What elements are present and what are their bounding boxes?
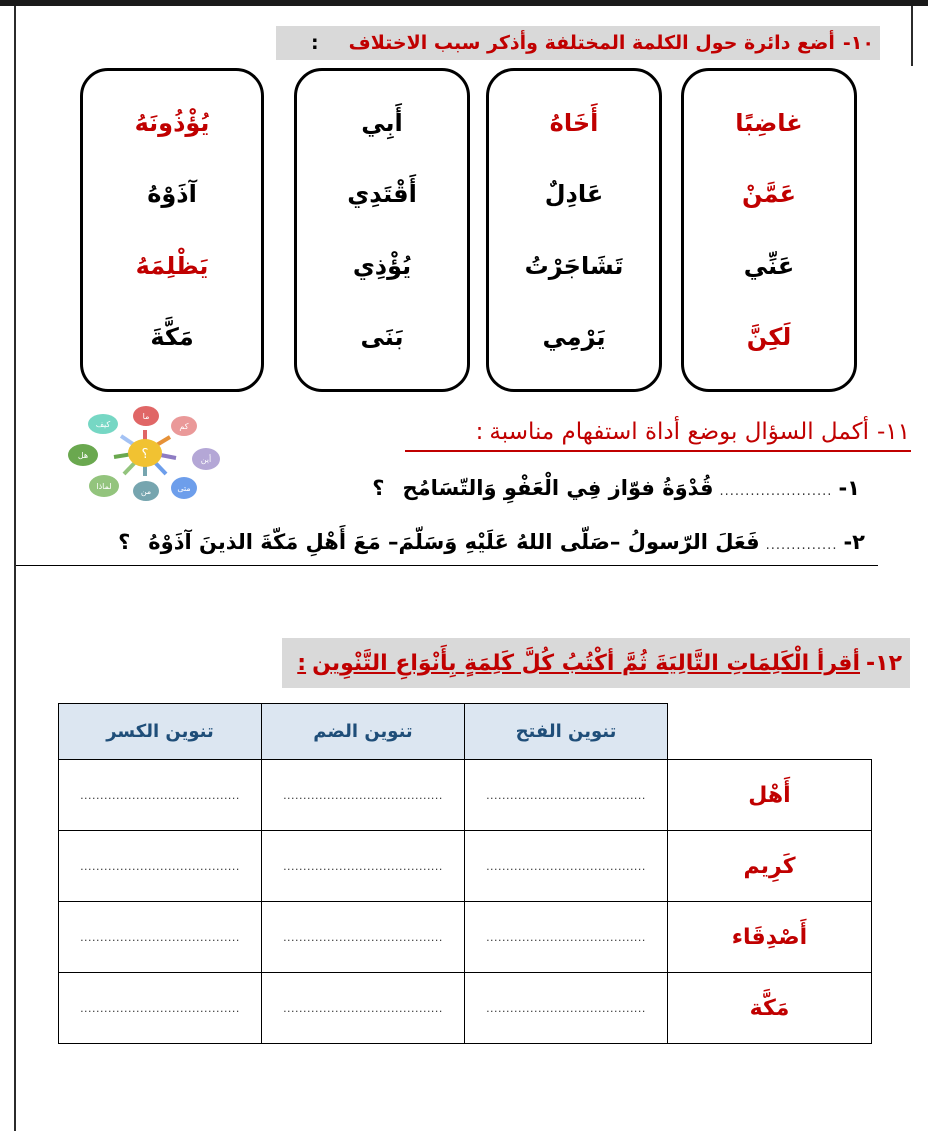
q11-heading bbox=[405, 412, 910, 452]
wheel-label: هل bbox=[77, 451, 89, 460]
word[interactable]: عَمَّنْ bbox=[741, 180, 797, 209]
word-box-1 bbox=[681, 68, 857, 392]
answer-cell[interactable]: ........................................ bbox=[262, 760, 465, 831]
header-damm: تنوين الضم bbox=[262, 704, 465, 760]
word[interactable]: لَكِنَّ bbox=[746, 323, 792, 352]
q11-line-1 bbox=[372, 476, 860, 500]
table-corner bbox=[668, 704, 872, 760]
page-border-right bbox=[911, 6, 913, 66]
word[interactable]: مَكَّةَ bbox=[150, 323, 194, 352]
answer-cell[interactable]: ........................................ bbox=[59, 831, 262, 902]
header-fath: تنوين الفتح bbox=[465, 704, 668, 760]
word-cell: أَهْل bbox=[668, 760, 872, 831]
answer-cell[interactable]: ........................................ bbox=[465, 831, 668, 902]
q12-number: ١٢- bbox=[866, 650, 902, 676]
answer-cell[interactable]: ........................................ bbox=[59, 973, 262, 1044]
word[interactable]: غاضِبًا bbox=[735, 108, 803, 137]
tanween-table bbox=[58, 703, 872, 1044]
word[interactable]: أَبِي bbox=[361, 108, 403, 137]
word[interactable]: أَخَاهُ bbox=[549, 108, 599, 137]
table-header-row bbox=[59, 704, 872, 760]
q11-colon: : bbox=[475, 419, 484, 445]
word-box-2 bbox=[486, 68, 662, 392]
word-box-3 bbox=[294, 68, 470, 392]
q10-text: أضع دائرة حول الكلمة المختلفة وأذكر سبب الاختلاف bbox=[348, 32, 835, 54]
wheel-label: ما bbox=[142, 412, 150, 421]
q11-line-1-text: قُدْوَةُ فوّاز فِي الْعَفْوِ وَالتّسَامُح bbox=[402, 476, 714, 500]
q12-text: أقرأ الْكَلِمَاتِ التَّالِيَةَ ثُمَّ أكْتُبُ كُلَّ كَلِمَةٍ بِأَنْوَاعِ التَّنْوِين bbox=[312, 650, 860, 676]
header-kasr: تنوين الكسر bbox=[59, 704, 262, 760]
wheel-label: متى bbox=[177, 484, 191, 493]
answer-cell[interactable]: ........................................ bbox=[262, 902, 465, 973]
q11-line-1-number: ١- bbox=[838, 476, 860, 500]
table-row bbox=[59, 973, 872, 1044]
q11-number: ١١- bbox=[876, 419, 910, 445]
word[interactable]: عَادِلٌ bbox=[544, 180, 604, 209]
word-box-4 bbox=[80, 68, 264, 392]
word[interactable]: يُؤْذِي bbox=[352, 251, 412, 280]
answer-cell[interactable]: ........................................ bbox=[59, 760, 262, 831]
word[interactable]: يُؤْذُونَهُ bbox=[134, 108, 210, 137]
wheel-label: من bbox=[140, 487, 152, 496]
page-border-left bbox=[14, 6, 16, 1131]
word[interactable]: يَرْمِي bbox=[542, 323, 606, 352]
question-words-wheel-icon bbox=[66, 402, 224, 502]
answer-cell[interactable]: ........................................ bbox=[262, 831, 465, 902]
wheel-label: لماذا bbox=[96, 482, 112, 491]
wheel-label: كم bbox=[179, 422, 189, 431]
answer-cell[interactable]: ........................................ bbox=[262, 973, 465, 1044]
answer-cell[interactable]: ........................................ bbox=[59, 902, 262, 973]
table-row bbox=[59, 902, 872, 973]
answer-blank[interactable]: ...................... bbox=[719, 484, 833, 499]
q11-line-2-text: فَعَلَ الرّسولُ –صَلّى اللهُ عَلَيْهِ وَسَلّمَ– مَعَ أَهْلِ مَكّةَ الذينَ آذَوْهُ bbox=[148, 530, 760, 554]
answer-blank[interactable]: .............. bbox=[765, 538, 838, 553]
wheel-center-label: ؟ bbox=[141, 447, 149, 462]
q10-number: ١٠- bbox=[842, 32, 874, 54]
answer-cell[interactable]: ........................................ bbox=[465, 902, 668, 973]
separator-line bbox=[16, 565, 878, 566]
q10-heading bbox=[276, 26, 880, 60]
word[interactable]: يَظْلِمَهُ bbox=[135, 251, 209, 280]
word[interactable]: آذَوْهُ bbox=[147, 180, 197, 209]
wheel-label: أين bbox=[200, 455, 212, 464]
q11-underline bbox=[405, 450, 911, 452]
word-cell: كَرِيم bbox=[668, 831, 872, 902]
q12-colon: : bbox=[297, 650, 307, 676]
wheel-label: كيف bbox=[95, 420, 111, 429]
table-row bbox=[59, 760, 872, 831]
word[interactable]: أَقْتَدِي bbox=[347, 180, 417, 209]
top-bar bbox=[0, 0, 928, 6]
word-cell: مَكَّة bbox=[668, 973, 872, 1044]
word-cell: أَصْدِقَاء bbox=[668, 902, 872, 973]
q10-colon: : bbox=[311, 32, 319, 54]
q11-line-2 bbox=[118, 530, 865, 554]
word[interactable]: تَشَاجَرْتُ bbox=[524, 251, 624, 280]
word[interactable]: بَنَى bbox=[360, 323, 404, 352]
q11-text: أكمل السؤال بوضع أداة استفهام مناسبة bbox=[489, 419, 869, 445]
table-row bbox=[59, 831, 872, 902]
word[interactable]: عَنِّي bbox=[743, 251, 795, 280]
question-mark: ؟ bbox=[118, 530, 131, 554]
q12-heading bbox=[282, 638, 910, 688]
question-mark: ؟ bbox=[372, 476, 385, 500]
answer-cell[interactable]: ........................................ bbox=[465, 973, 668, 1044]
q11-line-2-number: ٢- bbox=[843, 530, 865, 554]
answer-cell[interactable]: ........................................ bbox=[465, 760, 668, 831]
